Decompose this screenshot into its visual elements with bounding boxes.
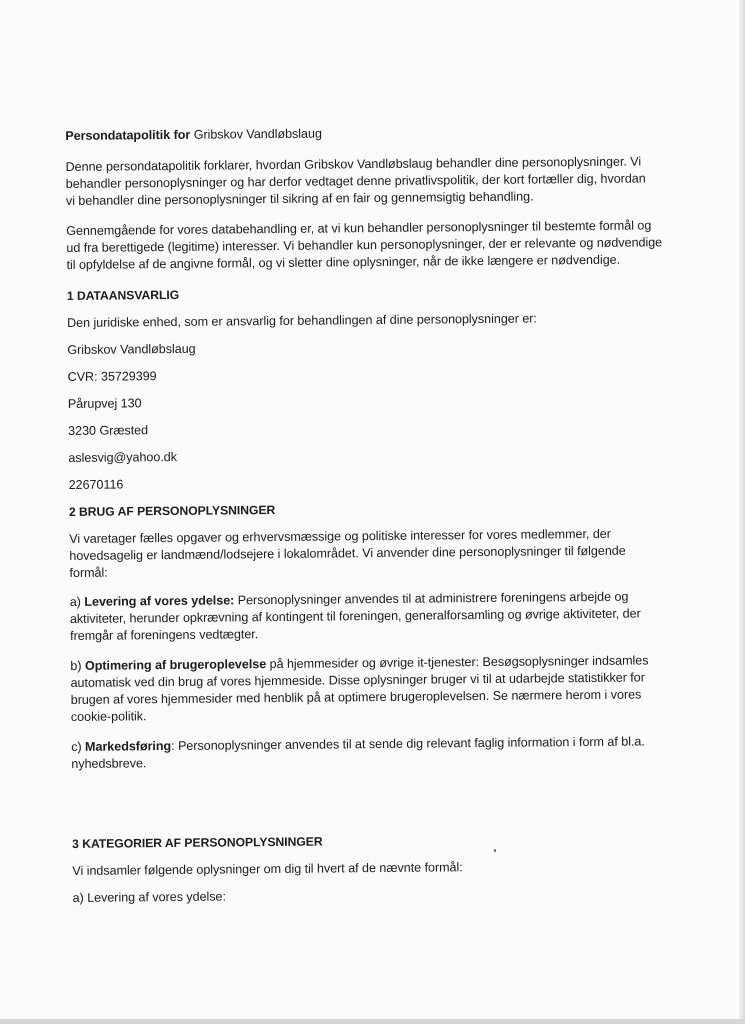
purpose-a-line: fremgår af foreningens vedtægter. — [70, 627, 259, 643]
section1-intro: Den juridiske enhed, som er ansvarlig for behandlingen af dine personoplysninger er: — [67, 311, 537, 330]
scan-speck — [494, 849, 496, 852]
page-title — [65, 126, 322, 144]
entity-name: Gribskov Vandløbslaug — [67, 341, 196, 357]
section2-heading: 2 BRUG AF PERSONOPLYSNINGER — [68, 502, 276, 519]
section2-intro-line: formål: — [69, 565, 108, 580]
city-address: 3230 Græsted — [68, 423, 149, 438]
section3-intro: Vi indsamler følgende oplysninger om dig til hvert af de nævnte formål: — [72, 860, 463, 878]
purpose-c-text: : Personoplysninger anvendes til at sende dig relevant faglig information i form af bl.a. — [171, 734, 645, 754]
purpose-a-text: Personoplysninger anvendes til at administrere foreningens arbejde og — [234, 589, 629, 608]
section3-heading: 3 KATEGORIER AF PERSONOPLYSNINGER — [72, 834, 323, 851]
purpose-b-line: automatisk ved din brug af vores hjemmeside. Disse oplysninger bruger vi til at udarbejde statistikker for — [70, 670, 645, 690]
contact-email: aslesvig@yahoo.dk — [68, 449, 178, 465]
street-address: Pårupvej 130 — [67, 396, 142, 411]
intro-line: Denne persondatapolitik forklarer, hvordan Gribskov Vandløbslaug behandler dine personoplysninger. Vi — [65, 154, 642, 174]
principle-line: til opfyldelse af de angivne formål, og vi sletter dine oplysninger, når de ikke længere er nødvendige. — [66, 252, 621, 272]
section3-item-a: a) Levering af vores ydelse: — [72, 889, 226, 905]
cvr-number: CVR: 35729399 — [67, 369, 157, 384]
purpose-c-line: nyhedsbreve. — [71, 756, 147, 771]
purpose-b-prefix: b) — [70, 658, 86, 673]
purpose-a-prefix: a) — [69, 594, 85, 609]
title-rest: Gribskov Vandløbslaug — [190, 126, 322, 142]
section2-intro-line: hovedsagelig er landmænd/lodsejere i lokalområdet. Vi anvender dine personoplysninger til følgende — [69, 543, 626, 563]
purpose-c-prefix: c) — [71, 739, 86, 754]
purpose-a-label: Levering af vores ydelse: — [84, 593, 235, 609]
purpose-c-line — [71, 733, 645, 755]
purpose-b-line: brugen af vores hjemmesider med henblik på at optimere brugeroplevelsen. Se nærmere herom i vores — [70, 687, 642, 707]
purpose-b-label: Optimering af brugeroplevelse — [84, 657, 267, 673]
title-bold: Persondatapolitik for — [65, 127, 191, 143]
contact-phone: 22670116 — [68, 477, 124, 492]
intro-line: behandler personoplysninger og har derfor vedtaget denne privatlivspolitik, der kort fortæller dig, hvordan — [65, 171, 646, 191]
purpose-b-line: cookie-politik. — [70, 709, 147, 724]
principle-line: Gennemgående for vores databehandling er, at vi kun behandler personoplysninger til bestemte formål og — [66, 218, 652, 238]
section1-heading: 1 DATAANSVARLIG — [66, 287, 180, 303]
section2-intro-line: Vi varetager fælles opgaver og erhvervsmæssige og politiske interesser for vores medlemmer, der — [69, 526, 611, 546]
purpose-b-text: på hjemmesider og øvrige it-tjenester: Besøgsoplysninger indsamles — [266, 653, 649, 672]
scan-edge-bottom — [0, 1019, 745, 1024]
principle-line: ud fra berettigede (legitime) interesser. Vi behandler kun personoplysninger, der er relevante og nødvendige — [66, 235, 663, 255]
intro-line: vi behandler dine personoplysninger til sikring af en fair og gennemsigtig behandling. — [65, 189, 534, 208]
scan-edge-right — [739, 0, 745, 1024]
purpose-c-label: Markedsføring — [84, 739, 172, 754]
purpose-a-line: aktiviteter, herunder opkrævning af kontingent til foreningen, generalforsamling og øvrige aktiviteter, der — [69, 606, 641, 626]
